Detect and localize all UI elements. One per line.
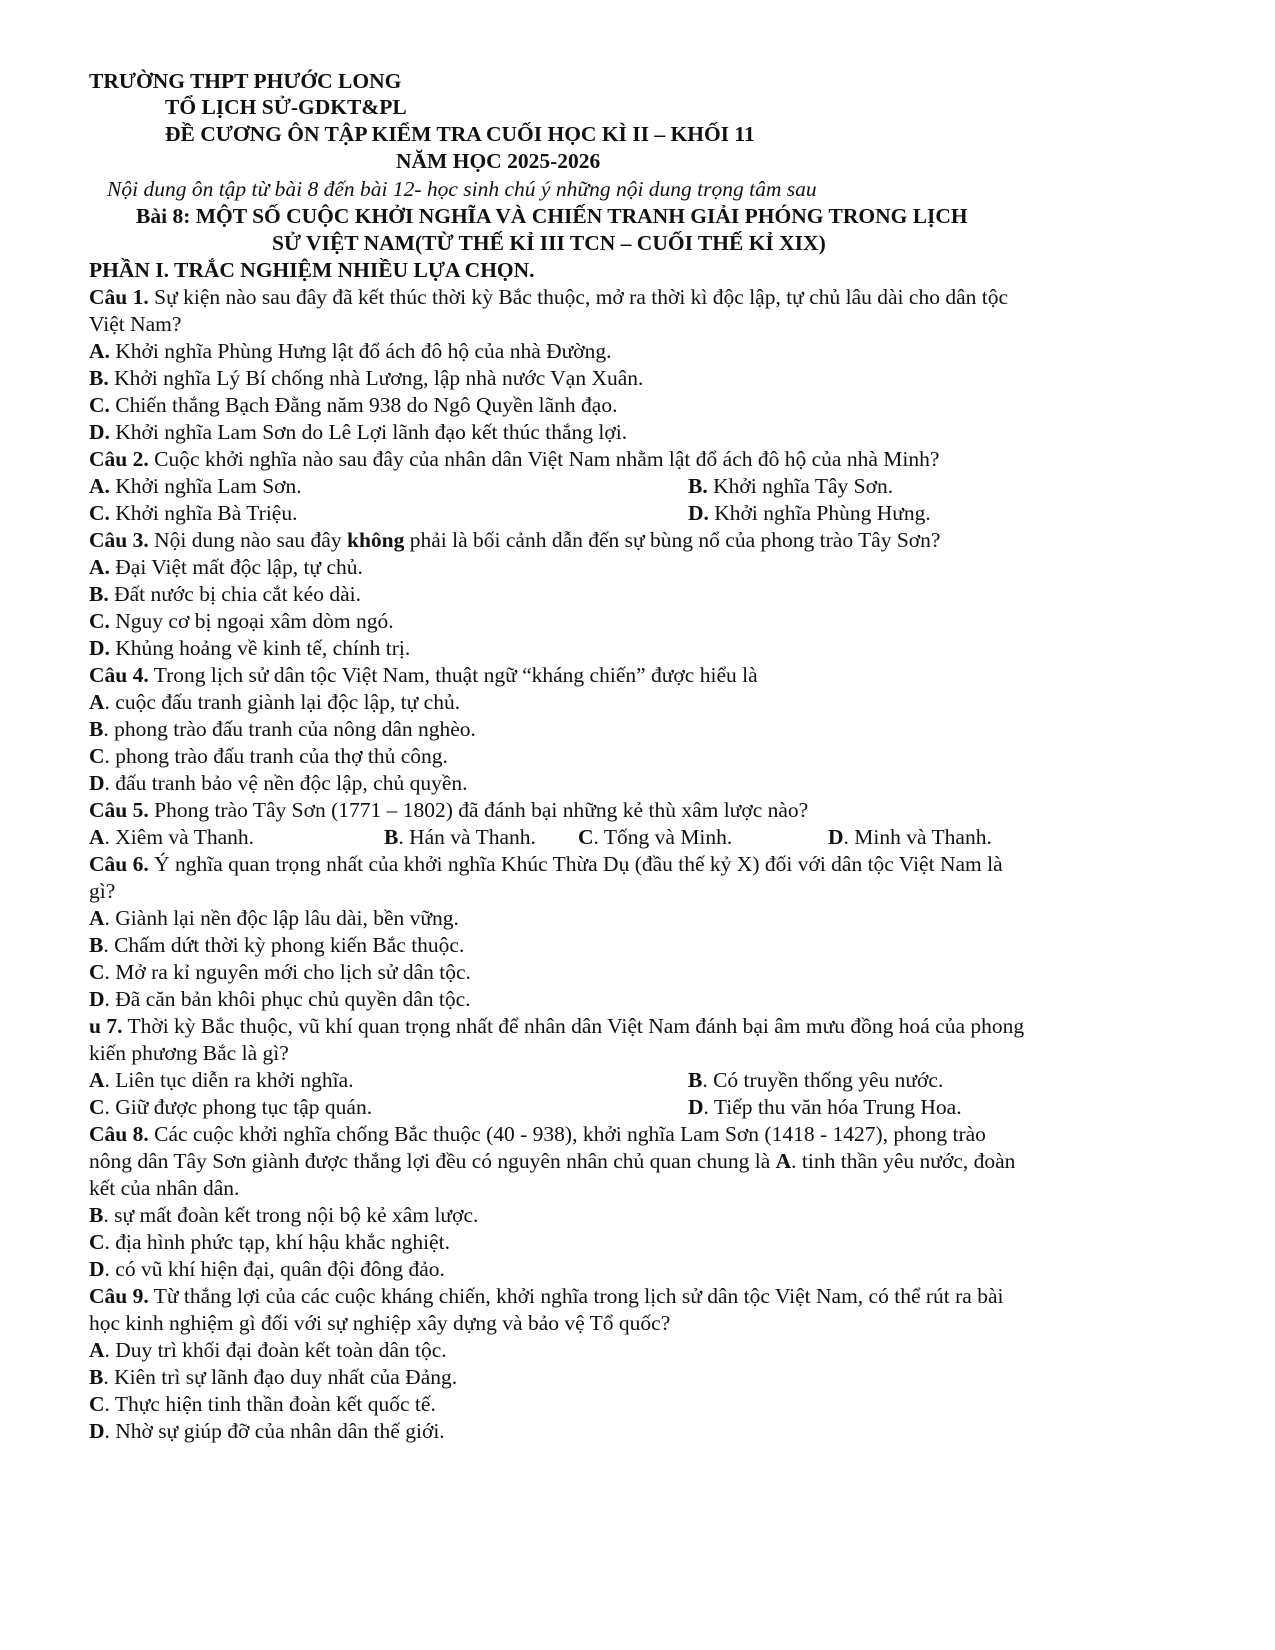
question-1-stem-cont: Việt Nam? [89, 312, 182, 336]
question-8-stem: Câu 8. Các cuộc khởi nghĩa chống Bắc thuộc (40 - 938), khởi nghĩa Lam Sơn (1418 - 1427), phong trào [89, 1122, 986, 1146]
question-5-option-c: C. Tống và Minh. [578, 825, 733, 849]
question-4-option-b: B. phong trào đấu tranh của nông dân nghèo. [89, 717, 476, 741]
department-name: TỔ LỊCH SỬ-GDKT&PL [165, 95, 407, 119]
question-3-option-c: C. Nguy cơ bị ngoại xâm dòm ngó. [89, 609, 394, 633]
question-6-option-b: B. Chấm dứt thời kỳ phong kiến Bắc thuộc. [89, 933, 465, 957]
question-7-stem-cont: kiến phương Bắc là gì? [89, 1041, 289, 1065]
question-6-option-d: D. Đã căn bản khôi phục chủ quyền dân tộc. [89, 987, 471, 1011]
document-title: ĐỀ CƯƠNG ÔN TẬP KIỂM TRA CUỐI HỌC KÌ II – KHỐI 11 [165, 122, 755, 146]
question-7-option-c: C. Giữ được phong tục tập quán. [89, 1095, 373, 1119]
question-5-stem: Câu 5. Phong trào Tây Sơn (1771 – 1802) đã đánh bại những kẻ thù xâm lược nào? [89, 798, 809, 822]
question-3-option-a: A. Đại Việt mất độc lập, tự chủ. [89, 555, 363, 579]
part-heading: PHẦN I. TRẮC NGHIỆM NHIỀU LỰA CHỌN. [89, 258, 535, 282]
question-7-option-a: A. Liên tục diễn ra khởi nghĩa. [89, 1068, 354, 1092]
question-4-option-c: C. phong trào đấu tranh của thợ thủ công. [89, 744, 448, 768]
review-note: Nội dung ôn tập từ bài 8 đến bài 12- học sinh chú ý những nội dung trọng tâm sau [107, 177, 817, 201]
question-6-option-a: A. Giành lại nền độc lập lâu dài, bền vững. [89, 906, 459, 930]
question-9-stem-cont: học kinh nghiệm gì đối với sự nghiệp xây dựng và bảo vệ Tổ quốc? [89, 1311, 671, 1335]
lesson-title-line2: SỬ VIỆT NAM(TỪ THẾ KỈ III TCN – CUỐI THẾ KỈ XIX) [272, 231, 826, 255]
question-2-option-b: B. Khởi nghĩa Tây Sơn. [688, 474, 894, 498]
question-8-option-c: C. địa hình phức tạp, khí hậu khắc nghiệt. [89, 1230, 450, 1254]
question-9-option-c: C. Thực hiện tinh thần đoàn kết quốc tế. [89, 1392, 436, 1416]
question-9-option-d: D. Nhờ sự giúp đỡ của nhân dân thế giới. [89, 1419, 445, 1443]
question-2-option-c: C. Khởi nghĩa Bà Triệu. [89, 501, 298, 525]
school-name: TRƯỜNG THPT PHƯỚC LONG [89, 69, 402, 93]
question-5-option-b: B. Hán và Thanh. [384, 825, 536, 849]
question-5-option-a: A. Xiêm và Thanh. [89, 825, 255, 849]
question-7-option-d: D. Tiếp thu văn hóa Trung Hoa. [688, 1095, 962, 1119]
question-8-option-d: D. có vũ khí hiện đại, quân đội đông đảo. [89, 1257, 445, 1281]
question-9-stem: Câu 9. Từ thắng lợi của các cuộc kháng chiến, khởi nghĩa trong lịch sử dân tộc Việt Nam, có thể rút ra bài [89, 1284, 1004, 1308]
question-1-option-d: D. Khởi nghĩa Lam Sơn do Lê Lợi lãnh đạo kết thúc thắng lợi. [89, 420, 628, 444]
question-2-option-d: D. Khởi nghĩa Phùng Hưng. [688, 501, 931, 525]
question-3-stem: Câu 3. Nội dung nào sau đây không phải là bối cảnh dẫn đến sự bùng nổ của phong trào Tây Sơn? [89, 528, 941, 552]
question-6-stem-cont: gì? [89, 879, 116, 903]
question-1-stem: Câu 1. Sự kiện nào sau đây đã kết thúc thời kỳ Bắc thuộc, mở ra thời kì độc lập, tự chủ lâu dài cho dân tộc [89, 285, 1009, 309]
school-year: NĂM HỌC 2025-2026 [396, 149, 601, 173]
question-4-option-d: D. đấu tranh bảo vệ nền độc lập, chủ quyền. [89, 771, 468, 795]
lesson-title-line1: Bài 8: MỘT SỐ CUỘC KHỞI NGHĨA VÀ CHIẾN TRANH GIẢI PHÓNG TRONG LỊCH [136, 204, 968, 228]
question-2-stem: Câu 2. Cuộc khởi nghĩa nào sau đây của nhân dân Việt Nam nhằm lật đổ ách đô hộ của nhà Minh? [89, 447, 940, 471]
question-1-option-b: B. Khởi nghĩa Lý Bí chống nhà Lương, lập nhà nước Vạn Xuân. [89, 366, 644, 390]
question-3-option-b: B. Đất nước bị chia cắt kéo dài. [89, 582, 361, 606]
question-1-option-c: C. Chiến thắng Bạch Đằng năm 938 do Ngô Quyền lãnh đạo. [89, 393, 618, 417]
question-6-option-c: C. Mở ra kỉ nguyên mới cho lịch sử dân tộc. [89, 960, 471, 984]
question-6-stem: Câu 6. Ý nghĩa quan trọng nhất của khởi nghĩa Khúc Thừa Dụ (đầu thế kỷ X) đối với dân tộc Việt Nam là [89, 852, 1003, 876]
question-4-stem: Câu 4. Trong lịch sử dân tộc Việt Nam, thuật ngữ “kháng chiến” được hiểu là [89, 663, 758, 687]
question-8-stem-cont: nông dân Tây Sơn giành được thắng lợi đều có nguyên nhân chủ quan chung là A. tinh thần yêu nước, đoàn [89, 1149, 1016, 1173]
question-9-option-a: A. Duy trì khối đại đoàn kết toàn dân tộc. [89, 1338, 447, 1362]
question-4-option-a: A. cuộc đấu tranh giành lại độc lập, tự chủ. [89, 690, 461, 714]
question-3-option-d: D. Khủng hoảng về kinh tế, chính trị. [89, 636, 411, 660]
question-8-stem-cont2: kết của nhân dân. [89, 1176, 240, 1200]
question-8-option-b: B. sự mất đoàn kết trong nội bộ kẻ xâm lược. [89, 1203, 479, 1227]
question-5-option-d: D. Minh và Thanh. [828, 825, 992, 849]
question-7-stem: u 7. Thời kỳ Bắc thuộc, vũ khí quan trọng nhất để nhân dân Việt Nam đánh bại âm mưu đồng hoá của phong [89, 1014, 1025, 1038]
question-2-option-a: A. Khởi nghĩa Lam Sơn. [89, 474, 302, 498]
question-1-option-a: A. Khởi nghĩa Phùng Hưng lật đổ ách đô hộ của nhà Đường. [89, 339, 612, 363]
question-7-option-b: B. Có truyền thống yêu nước. [688, 1068, 944, 1092]
question-9-option-b: B. Kiên trì sự lãnh đạo duy nhất của Đảng. [89, 1365, 458, 1389]
